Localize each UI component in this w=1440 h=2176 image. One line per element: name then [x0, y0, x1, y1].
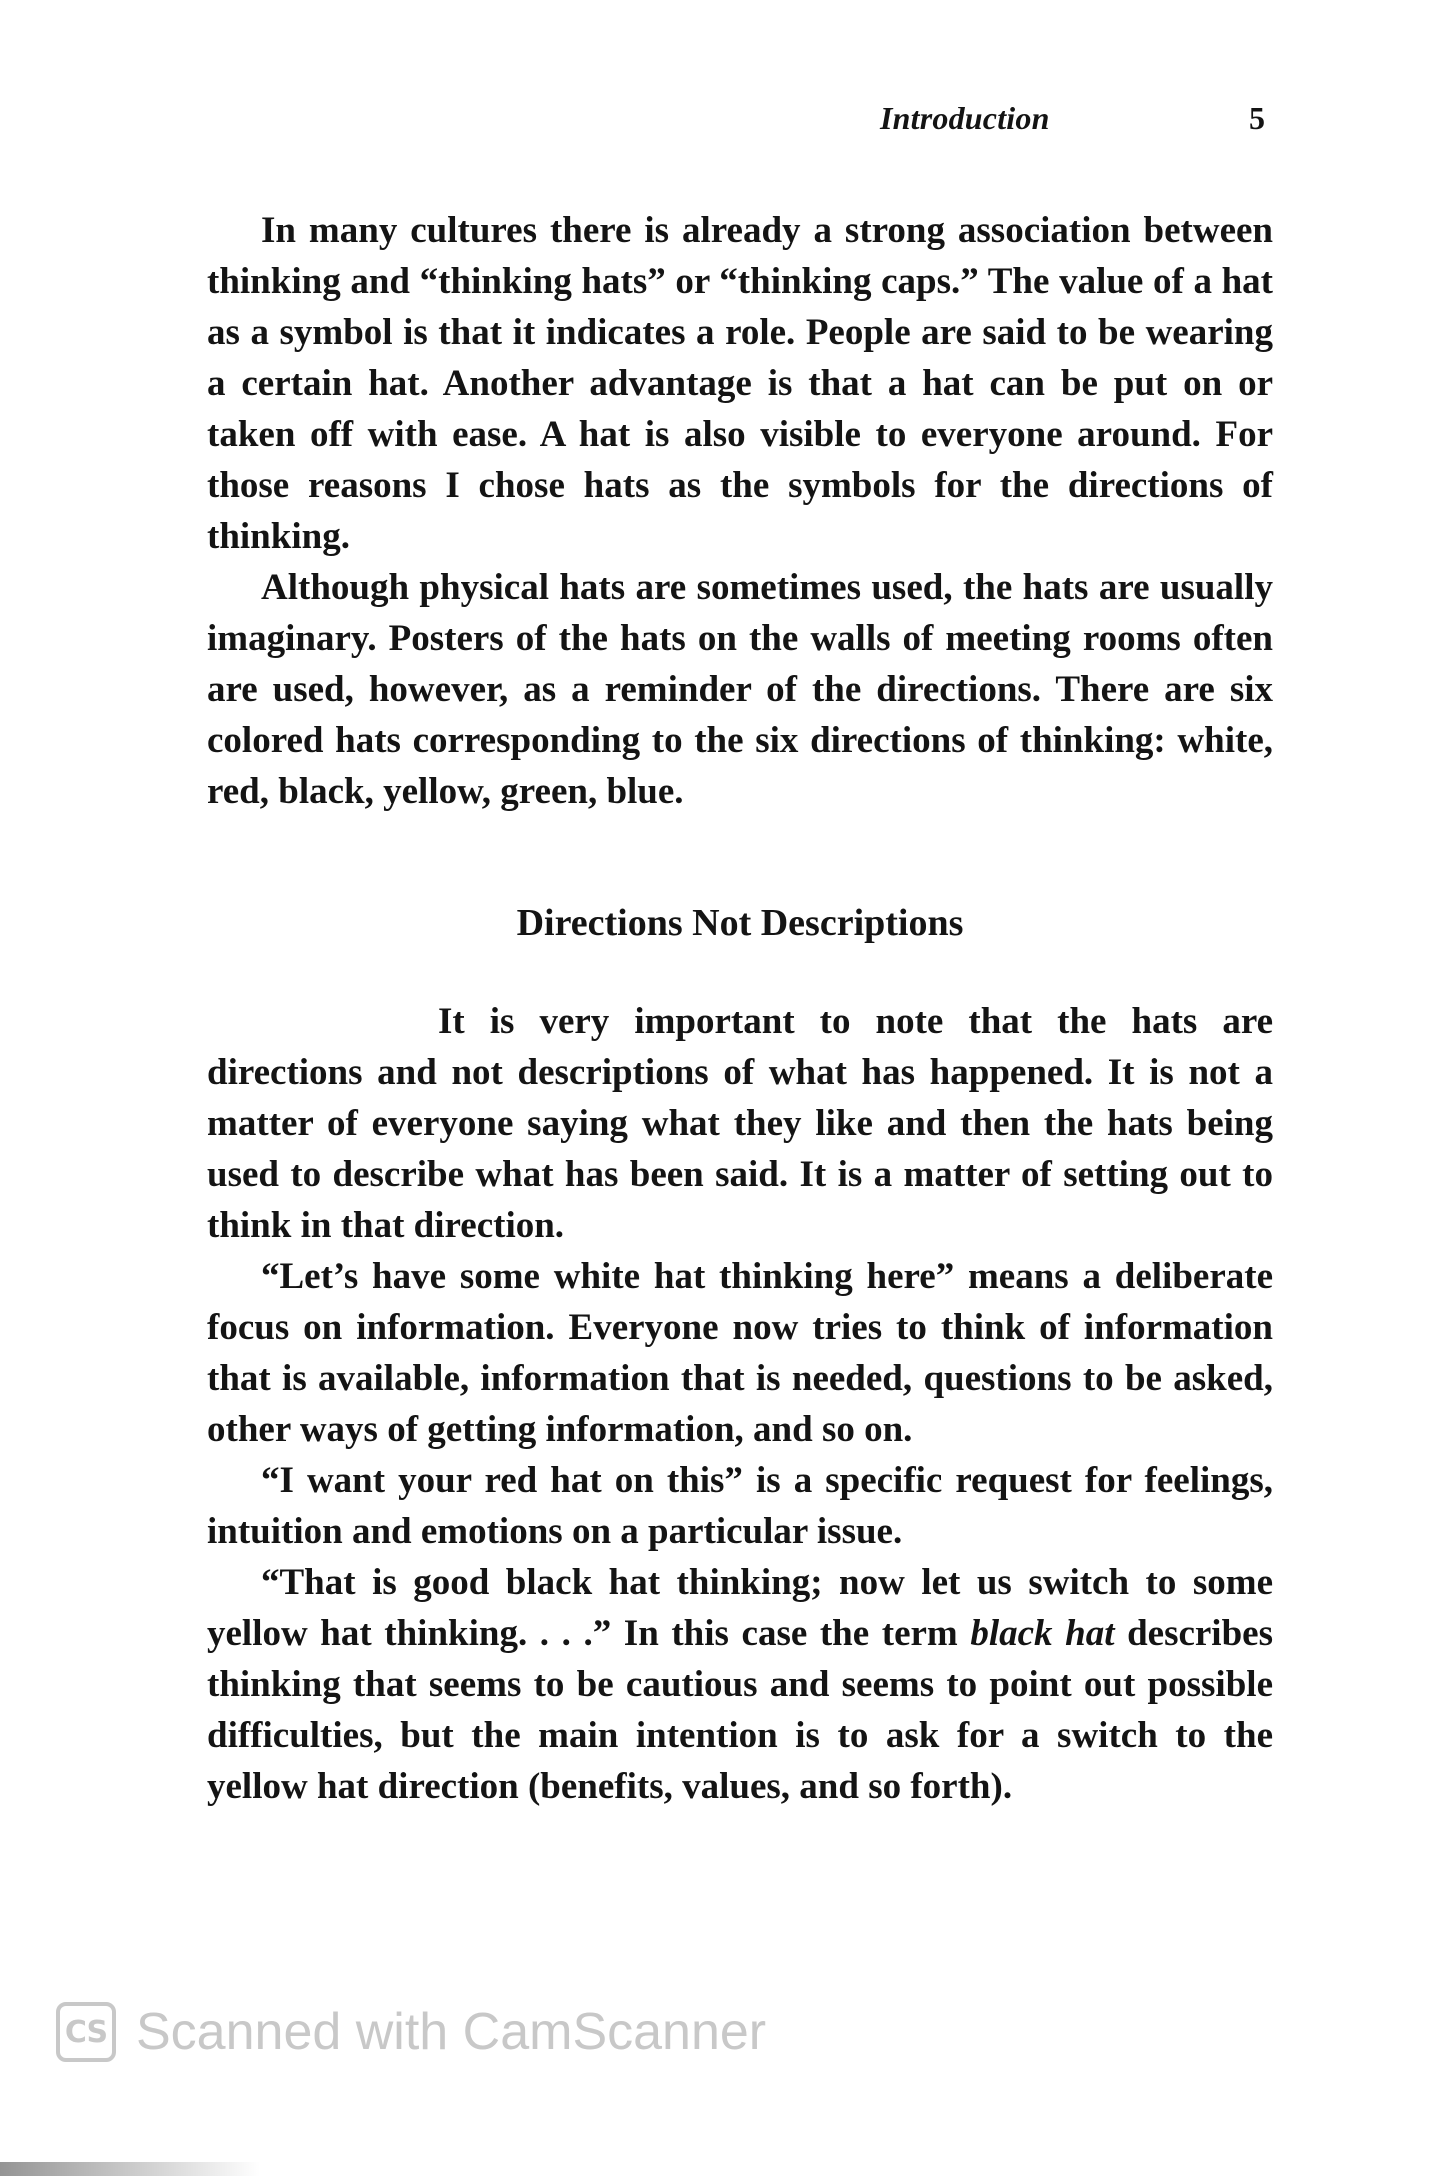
- running-head: Introduction: [880, 100, 1050, 136]
- paragraph: Although physical hats are sometimes used, the hats are usually imaginary. Posters of the hats on the walls of meeting rooms often are used, however, as a reminder of the directions. There are six colored hats corresponding to the six directions of thinking: white, red, black, yellow, green, blue.: [207, 567, 1273, 812]
- section-heading: Directions Not Descriptions: [516, 902, 964, 944]
- camscanner-watermark: [56, 2002, 766, 2062]
- section-intro-text: [207, 205, 1273, 817]
- page-number: 5: [1249, 100, 1265, 136]
- paragraph: It is very important to note that the hats are directions and not descriptions of what has happened. It is not a matter of everyone saying what they like and then the hats being used to describe what has been said. It is a matter of setting out to think in that direction.: [207, 1001, 1273, 1246]
- text-run: “That is good black hat thinking; now let us switch to some yellow hat thinking. . . .” In this case the term: [207, 1562, 1273, 1654]
- paragraph: [207, 1557, 1273, 1812]
- scan-edge-shadow: [0, 2162, 260, 2176]
- paragraph: In many cultures there is already a strong association between thinking and “thinking hats” or “thinking caps.” The value of a hat as a symbol is that it indicates a role. People are said to be wearing a certain hat. Another advantage is that a hat can be put on or taken off with ease. A hat is also visible to everyone around. For those reasons I chose hats as the symbols for the directions of thinking.: [207, 210, 1273, 557]
- paragraph: “I want your red hat on this” is a specific request for feelings, intuition and emotions on a particular issue.: [207, 1460, 1273, 1552]
- emphasis-term: black hat: [970, 1613, 1115, 1654]
- text-run: describes thinking that seems to be cautious and seems to point out possible difficulties, but the main intention is to ask for a switch to the yellow hat direction (benefits, values, and so forth).: [207, 1613, 1273, 1807]
- paragraph: “Let’s have some white hat thinking here” means a deliberate focus on information. Everyone now tries to think of information that is available, information that is needed, questions to be asked, other ways of getting information, and so on.: [207, 1256, 1273, 1450]
- watermark-text: Scanned with CamScanner: [136, 2003, 767, 2061]
- section-directions-text: [207, 996, 1273, 1812]
- camscanner-logo-icon: CS: [56, 2002, 116, 2062]
